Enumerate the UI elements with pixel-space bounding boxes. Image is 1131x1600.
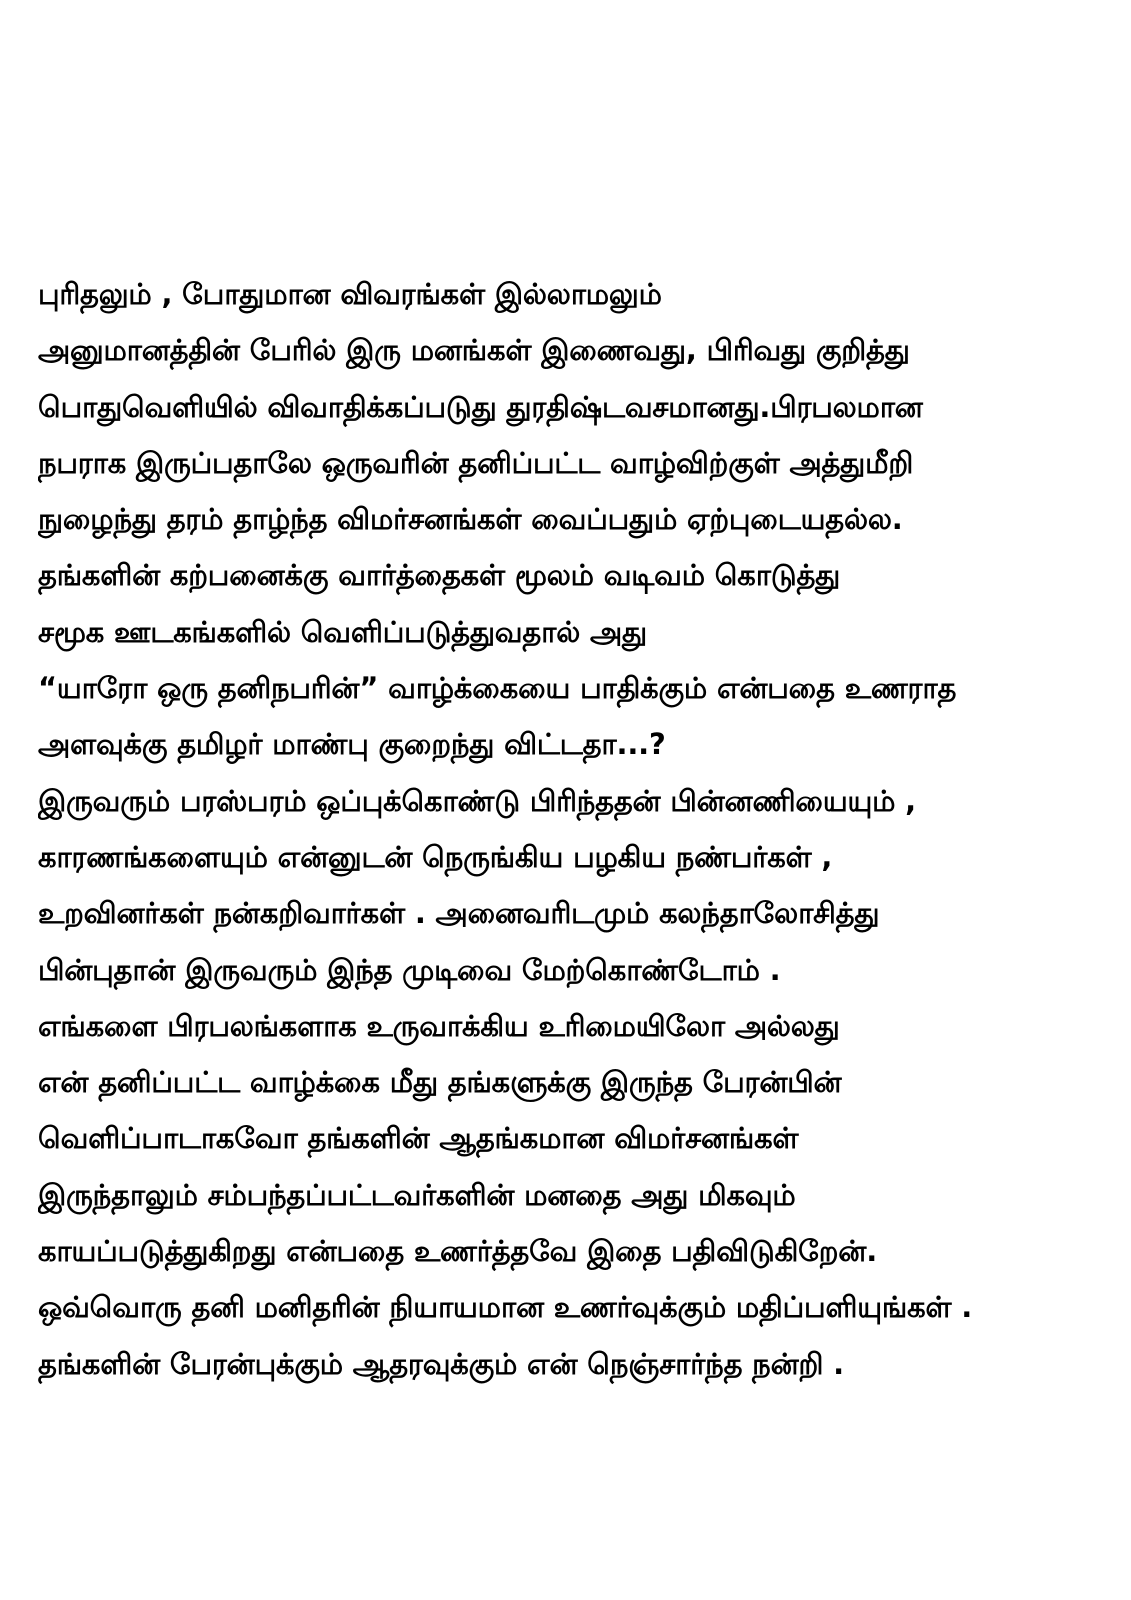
text-line: காரணங்களையும் என்னுடன் நெருங்கிய பழகிய நண்பர்கள் , xyxy=(38,839,833,874)
text-line: ஒவ்வொரு தனி மனிதரின் நியாயமான உணர்வுக்கும் மதிப்பளியுங்கள் . xyxy=(38,1290,973,1325)
text-line: நபராக இருப்பதாலே ஒருவரின் தனிப்பட்ட வாழ்விற்குள் அத்துமீறி xyxy=(38,445,914,480)
text-line: தங்களின் கற்பனைக்கு வார்த்தைகள் மூலம் வடிவம் கொடுத்து xyxy=(38,558,841,593)
text-line: எங்களை பிரபலங்களாக உருவாக்கிய உரிமையிலோ அல்லது xyxy=(38,1008,840,1043)
text-line: அளவுக்கு தமிழர் மாண்பு குறைந்து விட்டதா...? xyxy=(38,727,666,762)
text-line: இருந்தாலும் சம்பந்தப்பட்டவர்களின் மனதை அது மிகவும் xyxy=(38,1177,796,1212)
text-line: சமூக ஊடகங்களில் வெளிப்படுத்துவதால் அது xyxy=(38,614,647,649)
text-line: பின்புதான் இருவரும் இந்த முடிவை மேற்கொண்டோம் . xyxy=(38,952,781,987)
text-line: அனுமானத்தின் பேரில் இரு மனங்கள் இணைவது, பிரிவது குறித்து xyxy=(38,333,910,368)
text-line: தங்களின் பேரன்புக்கும் ஆதரவுக்கும் என் நெஞ்சார்ந்த நன்றி . xyxy=(38,1346,844,1381)
text-line: “யாரோ ஒரு தனிநபரின்” வாழ்க்கையை பாதிக்கும் என்பதை உணராத xyxy=(38,671,957,706)
text-line: நுழைந்து தரம் தாழ்ந்த விமர்சனங்கள் வைப்பதும் ஏற்புடையதல்ல. xyxy=(38,502,903,537)
text-line: உறவினர்கள் நன்கறிவார்கள் . அனைவரிடமும் கலந்தாலோசித்து xyxy=(38,896,880,931)
text-line: என் தனிப்பட்ட வாழ்க்கை மீது தங்களுக்கு இருந்த பேரன்பின் xyxy=(38,1065,842,1100)
statement-text xyxy=(38,266,1108,1392)
text-line: காயப்படுத்துகிறது என்பதை உணர்த்தவே இதை பதிவிடுகிறேன். xyxy=(38,1234,878,1269)
text-line: வெளிப்பாடாகவோ தங்களின் ஆதங்கமான விமர்சனங்கள் xyxy=(38,1121,799,1156)
text-line: இருவரும் பரஸ்பரம் ஒப்புக்கொண்டு பிரிந்ததன் பின்னணியையும் , xyxy=(38,783,916,818)
text-line: புரிதலும் , போதுமான விவரங்கள் இல்லாமலும் xyxy=(38,277,662,311)
text-line: பொதுவெளியில் விவாதிக்கப்படுது துரதிஷ்டவசமானது.பிரபலமான xyxy=(38,389,923,424)
